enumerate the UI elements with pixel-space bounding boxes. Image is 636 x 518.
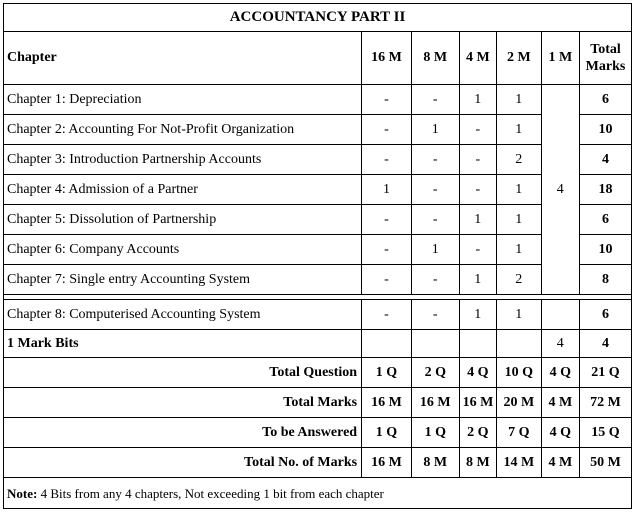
summary-2m: 10 Q — [496, 358, 541, 388]
header-total-line2: Marks — [585, 58, 626, 74]
chapter-name: Chapter 8: Computerised Accounting System — [4, 300, 362, 330]
cell-16m — [362, 330, 412, 358]
header-row — [4, 32, 632, 85]
summary-1m: 4 M — [541, 448, 579, 478]
marks-distribution-table — [3, 3, 632, 509]
summary-label: Total No. of Marks — [4, 448, 362, 478]
header-1m: 1 M — [541, 32, 579, 85]
table-row — [4, 265, 632, 295]
cell-8m: - — [411, 205, 459, 235]
cell-total: 10 — [580, 115, 632, 145]
header-chapter: Chapter — [4, 32, 362, 85]
bits-label: 1 Mark Bits — [4, 330, 362, 358]
cell-total: 10 — [580, 235, 632, 265]
header-8m: 8 M — [411, 32, 459, 85]
cell-16m: - — [362, 85, 412, 115]
cell-16m: - — [362, 235, 412, 265]
cell-1m — [541, 300, 579, 330]
cell-8m: - — [411, 300, 459, 330]
cell-total: 6 — [580, 205, 632, 235]
note — [4, 478, 632, 509]
cell-2m — [496, 330, 541, 358]
cell-2m: 1 — [496, 205, 541, 235]
summary-total: 50 M — [580, 448, 632, 478]
note-row — [4, 478, 632, 509]
cell-4m: 1 — [459, 300, 496, 330]
summary-1m: 4 M — [541, 388, 579, 418]
cell-8m: - — [411, 175, 459, 205]
table-row — [4, 205, 632, 235]
cell-16m: 1 — [362, 175, 412, 205]
summary-2m: 14 M — [496, 448, 541, 478]
summary-8m: 8 M — [411, 448, 459, 478]
summary-16m: 16 M — [362, 448, 412, 478]
cell-4m: 1 — [459, 265, 496, 295]
summary-1m: 4 Q — [541, 418, 579, 448]
header-total-line1: Total — [590, 41, 621, 57]
cell-8m: - — [411, 145, 459, 175]
cell-1m: 4 — [541, 330, 579, 358]
summary-4m: 4 Q — [459, 358, 496, 388]
header-total-marks — [580, 32, 632, 85]
table-row — [4, 85, 632, 115]
chapter-name: Chapter 2: Accounting For Not-Profit Organization — [4, 115, 362, 145]
cell-total: 6 — [580, 300, 632, 330]
summary-4m: 8 M — [459, 448, 496, 478]
chapter-name: Chapter 4: Admission of a Partner — [4, 175, 362, 205]
summary-total: 72 M — [580, 388, 632, 418]
chapter-name: Chapter 5: Dissolution of Partnership — [4, 205, 362, 235]
cell-4m — [459, 330, 496, 358]
note-text: 4 Bits from any 4 chapters, Not exceeding 1 bit from each chapter — [37, 485, 384, 501]
summary-8m: 2 Q — [411, 358, 459, 388]
cell-2m: 1 — [496, 115, 541, 145]
cell-8m: 1 — [411, 115, 459, 145]
cell-2m: 1 — [496, 85, 541, 115]
cell-2m: 2 — [496, 145, 541, 175]
summary-16m: 1 Q — [362, 418, 412, 448]
header-4m: 4 M — [459, 32, 496, 85]
chapter-name: Chapter 3: Introduction Partnership Accounts — [4, 145, 362, 175]
cell-2m: 2 — [496, 265, 541, 295]
cell-16m: - — [362, 205, 412, 235]
table-row — [4, 115, 632, 145]
summary-total: 15 Q — [580, 418, 632, 448]
note-label: Note: — [7, 485, 38, 501]
cell-2m: 1 — [496, 300, 541, 330]
chapter-name: Chapter 1: Depreciation — [4, 85, 362, 115]
cell-4m: - — [459, 145, 496, 175]
cell-2m: 1 — [496, 175, 541, 205]
cell-total: 6 — [580, 85, 632, 115]
table-row — [4, 145, 632, 175]
summary-label: To be Answered — [4, 418, 362, 448]
summary-row — [4, 418, 632, 448]
title-row — [4, 4, 632, 32]
cell-total: 4 — [580, 145, 632, 175]
accountancy-table-frame — [3, 3, 632, 513]
summary-row — [4, 388, 632, 418]
summary-4m: 16 M — [459, 388, 496, 418]
cell-4m: - — [459, 175, 496, 205]
summary-1m: 4 Q — [541, 358, 579, 388]
cell-4m: - — [459, 115, 496, 145]
cell-1m-merged: 4 — [541, 85, 579, 295]
cell-16m: - — [362, 115, 412, 145]
summary-4m: 2 Q — [459, 418, 496, 448]
chapter-name: Chapter 6: Company Accounts — [4, 235, 362, 265]
summary-2m: 7 Q — [496, 418, 541, 448]
one-mark-bits-row — [4, 330, 632, 358]
header-16m: 16 M — [362, 32, 412, 85]
summary-row — [4, 448, 632, 478]
cell-4m: - — [459, 235, 496, 265]
table-row — [4, 235, 632, 265]
summary-16m: 16 M — [362, 388, 412, 418]
header-2m: 2 M — [496, 32, 541, 85]
summary-label: Total Question — [4, 358, 362, 388]
cell-total: 8 — [580, 265, 632, 295]
table-row — [4, 175, 632, 205]
summary-8m: 16 M — [411, 388, 459, 418]
cell-total: 18 — [580, 175, 632, 205]
summary-total: 21 Q — [580, 358, 632, 388]
cell-8m: 1 — [411, 235, 459, 265]
table-row — [4, 300, 632, 330]
cell-total: 4 — [580, 330, 632, 358]
summary-label: Total Marks — [4, 388, 362, 418]
cell-8m: - — [411, 85, 459, 115]
cell-16m: - — [362, 300, 412, 330]
cell-16m: - — [362, 145, 412, 175]
summary-8m: 1 Q — [411, 418, 459, 448]
table-title: ACCOUNTANCY PART II — [4, 4, 632, 32]
summary-16m: 1 Q — [362, 358, 412, 388]
cell-16m: - — [362, 265, 412, 295]
cell-4m: 1 — [459, 205, 496, 235]
cell-8m — [411, 330, 459, 358]
summary-2m: 20 M — [496, 388, 541, 418]
cell-8m: - — [411, 265, 459, 295]
chapter-name: Chapter 7: Single entry Accounting System — [4, 265, 362, 295]
cell-4m: 1 — [459, 85, 496, 115]
cell-2m: 1 — [496, 235, 541, 265]
summary-row — [4, 358, 632, 388]
